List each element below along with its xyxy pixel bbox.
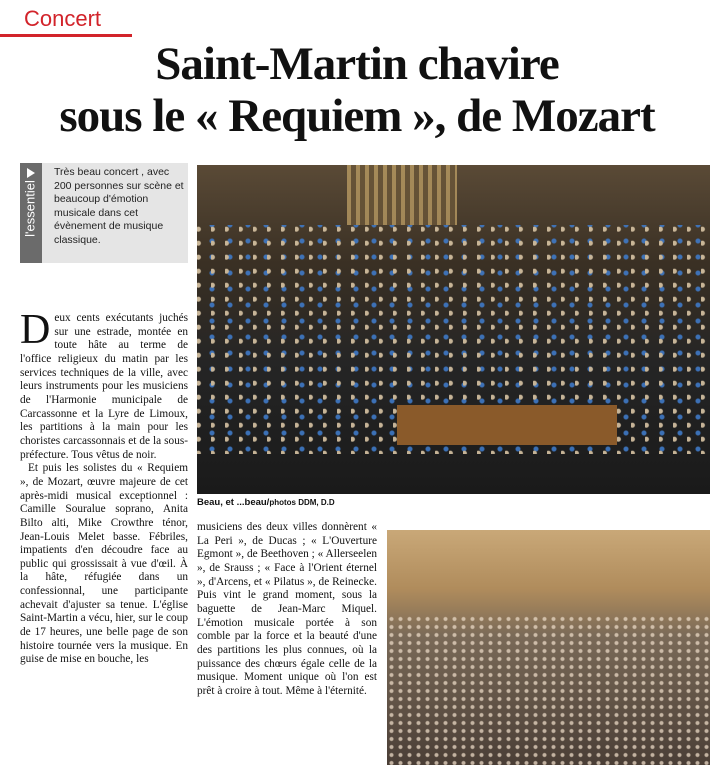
- rubric-underline: [0, 34, 132, 37]
- audience-crowd: [387, 615, 710, 765]
- essentiel-box: [20, 163, 188, 263]
- article-column-1: [20, 307, 188, 667]
- article-paragraph-1: eux cents exécutants juchés sur une estrade, montée en toute hâte au terme de l'office religieux du matin par les services techniques de la ville, avec leurs instruments pour les musiciens de l'Harmonie municipale de Carcassonne et la Lyre de Limoux, les partitions à la main pour les choristes carcassonnais et de la sous-préfecture. Tous vêtus de noir.: [20, 312, 188, 461]
- article-paragraph-2: Et puis les solistes du « Requiem », de Mozart, œuvre majeure de cet après-midi musical exceptionnel : Camille Souralue soprano, Anita Bilto alti, Mike Crowthre ténor, Jean-Louis Melet basse. Fébriles, impatients d'en découdre face au public qui grossissait à vue d'œil. À la hâte, réfugiée dans un confessionnal, une participante achevait d'ajuster sa tenue. L'église Saint-Martin a vécu, hier, sur le coup de 17 heures, une belle page de son histoire tournée vers la musique. En guise de mise en bouche, les: [20, 462, 188, 666]
- photo-caption: [197, 497, 335, 508]
- headline-line-1: Saint-Martin chavire: [155, 38, 559, 90]
- essentiel-tab-label: l'essentiel: [22, 180, 38, 237]
- piano: [397, 405, 617, 445]
- article-column-2: [197, 521, 377, 699]
- essentiel-text: Très beau concert , avec 200 personnes sur scène et beaucoup d'émotion musicale dans cet évènement de musique classique.: [54, 166, 184, 246]
- rubric-label: Concert: [24, 6, 102, 31]
- dropcap: D: [20, 307, 51, 353]
- headline-line-2: sous le « Requiem », de Mozart: [59, 90, 655, 142]
- essentiel-tab: [20, 163, 42, 263]
- article-paragraph-3: musiciens des deux villes donnèrent « La Peri », de Ducas ; « L'Ouverture Egmont », de Beethoven ; « Allerseelen », de Srauss ; « Face à l'Orient éternel », d'Arcens, et « Pilatus », de Reinecke. Puis vint le grand moment, sous la baguette de Jean-Marc Miquel. L'émotion musicale portée à son comble par la force et la beauté d'une des partitions les plus connues, où la puissance des chœurs égale celle de la musique. Moment unique où l'on est prêt à croire à tout. Même à l'éternité.: [197, 521, 377, 697]
- caption-text: Beau, et ...beau/: [197, 497, 270, 508]
- audience-photo: [387, 530, 710, 765]
- section-rubric: [0, 4, 135, 32]
- choir-photo: [197, 165, 710, 494]
- organ-pipes: [347, 165, 457, 225]
- article-headline: [0, 38, 714, 142]
- caption-credit: photos DDM, D.D: [269, 498, 335, 507]
